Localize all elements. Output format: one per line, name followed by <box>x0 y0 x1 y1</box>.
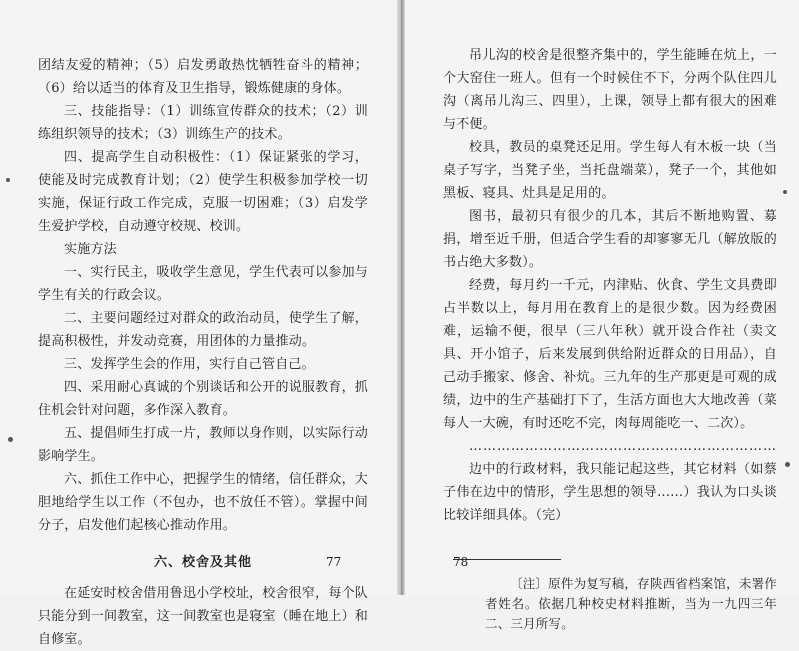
paragraph: 三、技能指导：（1）训练宣传群众的技术；（2）训练组织领导的技术；（3）训练生产的技术。 <box>38 104 368 142</box>
method-item: 六、抓住工作中心，把握学生的情绪，信任群众，大胆地给学生以工作（不包办，也不放任不管）。掌握中间分子，启发他们起核心推动作用。 <box>38 472 368 533</box>
paragraph: 在延安时校舍借用鲁迅小学校址，校舍很窄，每个队只能分到一间教室，这一间教室也是寝室（睡在地上）和自修室。 <box>38 586 369 647</box>
book-gutter <box>397 0 405 595</box>
footnote: 〔注〕原件为复写稿，存陕西省档案馆，未署作者姓名。依据几种校史材料推断，当为一九四三年二、三月所写。 <box>485 576 777 631</box>
paragraph: 吊儿沟的校舍是很整齐集中的，学生能睡在炕上，一个大窑住一班人。但有一个时候住不下，分两个队住四儿沟（离吊儿沟三、四里），上课，领导上都有很大的困难与不便。 <box>443 48 777 132</box>
paragraph: 图书，最初只有很少的几本，其后不断地购置、募捐，增至近千册，但适合学生看的却寥寥无几（解放版的书占绝大多数）。 <box>443 209 777 270</box>
paragraph: 四、提高学生自动积极性：（1）保证紧张的学习，使能及时完成教育计划；（2）使学生积极参加学校一切实施，保证行政工作完成，克服一切困难；（3）启发学生爱护学校，自动遵守校规、校训。 <box>38 150 368 234</box>
ellipsis-line: ………………………………………………………… <box>469 439 777 454</box>
page-number: 77 <box>326 555 342 569</box>
method-item: 一、实行民主，吸收学生意见，学生代表可以参加与学生有关的行政会议。 <box>38 265 368 303</box>
section-title: 六、校舍及其他 <box>153 555 252 570</box>
page-number: 78 <box>453 555 469 569</box>
paragraph: 校具，教员的桌凳还足用。学生每人有木板一块（当桌子写字，当凳子坐，当托盘端菜），凳子一个，其他如黑板、寝具、灶具是足用的。 <box>443 140 777 201</box>
paragraph: 团结友爱的精神；（5）启发勇敢热忱牺牲奋斗的精神；（6）给以适当的体育及卫生指导，锻炼健康的身体。 <box>38 58 368 96</box>
method-item: 三、发挥学生会的作用，实行自己管自己。 <box>64 357 315 372</box>
right-page-text <box>443 44 777 634</box>
subheading-methods: 实施方法 <box>64 242 117 257</box>
left-page-text <box>38 54 368 651</box>
paragraph: 经费，每月约一千元，内津贴、伙食、学生文具费即占半数以上，每月用在教育上的是很少数。因为经费困难，运输不便，很早（三八年秋）就开设合作社（卖文具、开小馆子，后来发展到供给附近群众的日用品），自己动手搬家、修舍、补炕。三九年的生产那更是可观的成绩，边中的生产基础打下了，生活方面也大大地改善（菜每人一大碗，有时还吃不完，肉每周能吃一、二次）。 <box>443 278 777 431</box>
method-item: 二、主要问题经过对群众的政治动员，使学生了解，提高积极性，并发动竞赛，用团体的力量推动。 <box>38 311 368 349</box>
method-item: 四、采用耐心真诚的个别谈话和公开的说服教育，抓住机会针对问题，多作深入教育。 <box>38 380 368 418</box>
right-page <box>405 0 799 631</box>
scan-speck <box>6 178 10 182</box>
scan-speck <box>8 437 13 442</box>
scan-speck <box>785 462 790 467</box>
method-item: 五、提倡师生打成一片，教师以身作则，以实际行动影响学生。 <box>38 426 368 464</box>
scan-speck <box>783 190 787 194</box>
paragraph: 边中的行政材料，我只能记起这些，其它材料（如蔡子伟在边中的情形，学生思想的领导……）我认为口头谈比较详细具体。（完） <box>443 462 777 523</box>
footnote-rule <box>453 559 561 560</box>
left-page <box>0 0 397 647</box>
